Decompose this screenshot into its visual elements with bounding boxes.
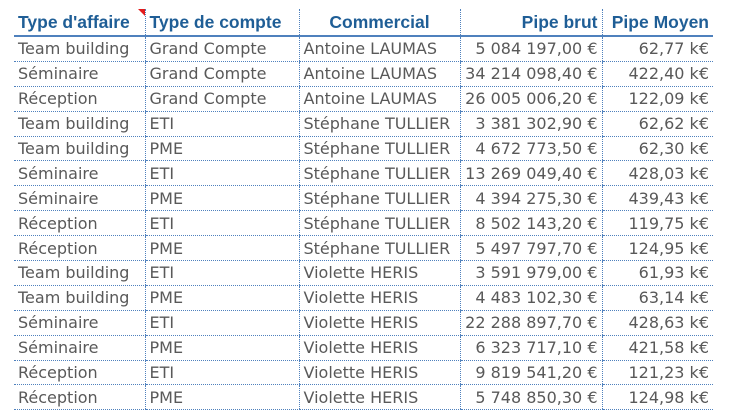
cell-type-affaire[interactable]: Team building bbox=[14, 285, 145, 310]
cell-commercial[interactable]: Violette HERIS bbox=[299, 261, 460, 286]
header-type-compte-label: Type de compte bbox=[149, 11, 282, 32]
header-type-affaire[interactable] bbox=[14, 9, 145, 36]
cell-type-compte[interactable]: Grand Compte bbox=[145, 36, 299, 61]
table-row bbox=[14, 310, 713, 335]
cell-pipe-brut[interactable]: 3 381 302,90 € bbox=[460, 111, 602, 136]
cell-type-compte[interactable]: PME bbox=[145, 186, 299, 211]
cell-type-compte[interactable]: Grand Compte bbox=[145, 86, 299, 111]
cell-commercial[interactable]: Stéphane TULLIER bbox=[299, 211, 460, 236]
cell-pipe-moyen[interactable]: 63,14 k€ bbox=[602, 285, 713, 310]
header-pipe-brut-label: Pipe brut bbox=[521, 11, 598, 32]
cell-pipe-brut[interactable]: 8 502 143,20 € bbox=[460, 211, 602, 236]
spreadsheet-range bbox=[14, 9, 713, 410]
cell-type-compte[interactable]: ETI bbox=[145, 310, 299, 335]
cell-pipe-brut[interactable]: 5 497 797,70 € bbox=[460, 236, 602, 261]
cell-commercial[interactable]: Antoine LAUMAS bbox=[299, 36, 460, 61]
cell-pipe-moyen[interactable]: 121,23 k€ bbox=[602, 360, 713, 385]
pipeline-table bbox=[14, 9, 713, 410]
cell-commercial[interactable]: Stéphane TULLIER bbox=[299, 161, 460, 186]
header-pipe-moyen-label: Pipe Moyen bbox=[611, 11, 709, 32]
cell-pipe-brut[interactable]: 22 288 897,70 € bbox=[460, 310, 602, 335]
comment-indicator-icon[interactable] bbox=[138, 9, 145, 16]
cell-commercial[interactable]: Stéphane TULLIER bbox=[299, 111, 460, 136]
cell-pipe-brut[interactable]: 4 672 773,50 € bbox=[460, 136, 602, 161]
cell-type-affaire[interactable]: Séminaire bbox=[14, 161, 145, 186]
cell-type-compte[interactable]: PME bbox=[145, 335, 299, 360]
cell-commercial[interactable]: Stéphane TULLIER bbox=[299, 236, 460, 261]
table-row bbox=[14, 61, 713, 86]
cell-type-affaire[interactable]: Réception bbox=[14, 86, 145, 111]
cell-type-affaire[interactable]: Séminaire bbox=[14, 335, 145, 360]
table-row bbox=[14, 136, 713, 161]
cell-type-compte[interactable]: PME bbox=[145, 385, 299, 410]
cell-pipe-brut[interactable]: 6 323 717,10 € bbox=[460, 335, 602, 360]
cell-commercial[interactable]: Violette HERIS bbox=[299, 385, 460, 410]
table-row bbox=[14, 261, 713, 286]
cell-type-affaire[interactable]: Séminaire bbox=[14, 61, 145, 86]
cell-pipe-moyen[interactable]: 122,09 k€ bbox=[602, 86, 713, 111]
header-row bbox=[14, 9, 713, 36]
cell-pipe-moyen[interactable]: 428,63 k€ bbox=[602, 310, 713, 335]
cell-type-compte[interactable]: ETI bbox=[145, 360, 299, 385]
cell-type-affaire[interactable]: Réception bbox=[14, 211, 145, 236]
header-type-compte[interactable] bbox=[145, 9, 299, 36]
cell-pipe-moyen[interactable]: 124,95 k€ bbox=[602, 236, 713, 261]
cell-pipe-brut[interactable]: 13 269 049,40 € bbox=[460, 161, 602, 186]
cell-pipe-moyen[interactable]: 124,98 k€ bbox=[602, 385, 713, 410]
cell-pipe-brut[interactable]: 5 084 197,00 € bbox=[460, 36, 602, 61]
cell-commercial[interactable]: Violette HERIS bbox=[299, 360, 460, 385]
cell-type-affaire[interactable]: Réception bbox=[14, 385, 145, 410]
table-row bbox=[14, 86, 713, 111]
table-row bbox=[14, 211, 713, 236]
cell-commercial[interactable]: Violette HERIS bbox=[299, 285, 460, 310]
cell-type-affaire[interactable]: Réception bbox=[14, 236, 145, 261]
header-commercial[interactable] bbox=[299, 9, 460, 36]
cell-type-compte[interactable]: ETI bbox=[145, 211, 299, 236]
cell-commercial[interactable]: Violette HERIS bbox=[299, 335, 460, 360]
cell-type-compte[interactable]: ETI bbox=[145, 161, 299, 186]
header-type-affaire-label: Type d'affaire bbox=[18, 11, 130, 32]
table-row bbox=[14, 161, 713, 186]
cell-pipe-moyen[interactable]: 439,43 k€ bbox=[602, 186, 713, 211]
header-pipe-brut[interactable] bbox=[460, 9, 602, 36]
cell-type-affaire[interactable]: Team building bbox=[14, 36, 145, 61]
cell-commercial[interactable]: Antoine LAUMAS bbox=[299, 86, 460, 111]
cell-type-compte[interactable]: ETI bbox=[145, 261, 299, 286]
cell-commercial[interactable]: Stéphane TULLIER bbox=[299, 136, 460, 161]
cell-type-compte[interactable]: ETI bbox=[145, 111, 299, 136]
cell-pipe-brut[interactable]: 4 394 275,30 € bbox=[460, 186, 602, 211]
cell-type-compte[interactable]: PME bbox=[145, 136, 299, 161]
table-row bbox=[14, 111, 713, 136]
table-row bbox=[14, 36, 713, 61]
cell-pipe-moyen[interactable]: 422,40 k€ bbox=[602, 61, 713, 86]
cell-pipe-brut[interactable]: 34 214 098,40 € bbox=[460, 61, 602, 86]
cell-commercial[interactable]: Stéphane TULLIER bbox=[299, 186, 460, 211]
table-body bbox=[14, 36, 713, 410]
cell-pipe-moyen[interactable]: 62,77 k€ bbox=[602, 36, 713, 61]
cell-commercial[interactable]: Antoine LAUMAS bbox=[299, 61, 460, 86]
cell-type-compte[interactable]: PME bbox=[145, 285, 299, 310]
cell-pipe-brut[interactable]: 4 483 102,30 € bbox=[460, 285, 602, 310]
cell-type-affaire[interactable]: Séminaire bbox=[14, 186, 145, 211]
cell-pipe-moyen[interactable]: 119,75 k€ bbox=[602, 211, 713, 236]
cell-pipe-brut[interactable]: 26 005 006,20 € bbox=[460, 86, 602, 111]
cell-pipe-brut[interactable]: 9 819 541,20 € bbox=[460, 360, 602, 385]
cell-pipe-brut[interactable]: 3 591 979,00 € bbox=[460, 261, 602, 286]
cell-pipe-moyen[interactable]: 62,30 k€ bbox=[602, 136, 713, 161]
cell-type-affaire[interactable]: Team building bbox=[14, 111, 145, 136]
table-row bbox=[14, 335, 713, 360]
cell-type-affaire[interactable]: Team building bbox=[14, 261, 145, 286]
table-row bbox=[14, 285, 713, 310]
cell-type-compte[interactable]: Grand Compte bbox=[145, 61, 299, 86]
cell-pipe-brut[interactable]: 5 748 850,30 € bbox=[460, 385, 602, 410]
cell-type-affaire[interactable]: Séminaire bbox=[14, 310, 145, 335]
cell-pipe-moyen[interactable]: 421,58 k€ bbox=[602, 335, 713, 360]
table-row bbox=[14, 186, 713, 211]
cell-pipe-moyen[interactable]: 61,93 k€ bbox=[602, 261, 713, 286]
header-pipe-moyen[interactable] bbox=[602, 9, 713, 36]
cell-type-affaire[interactable]: Team building bbox=[14, 136, 145, 161]
header-commercial-label: Commercial bbox=[329, 11, 430, 32]
table-row bbox=[14, 385, 713, 410]
table-row bbox=[14, 360, 713, 385]
cell-type-compte[interactable]: PME bbox=[145, 236, 299, 261]
cell-pipe-moyen[interactable]: 62,62 k€ bbox=[602, 111, 713, 136]
table-row bbox=[14, 236, 713, 261]
cell-type-affaire[interactable]: Réception bbox=[14, 360, 145, 385]
cell-pipe-moyen[interactable]: 428,03 k€ bbox=[602, 161, 713, 186]
cell-commercial[interactable]: Violette HERIS bbox=[299, 310, 460, 335]
